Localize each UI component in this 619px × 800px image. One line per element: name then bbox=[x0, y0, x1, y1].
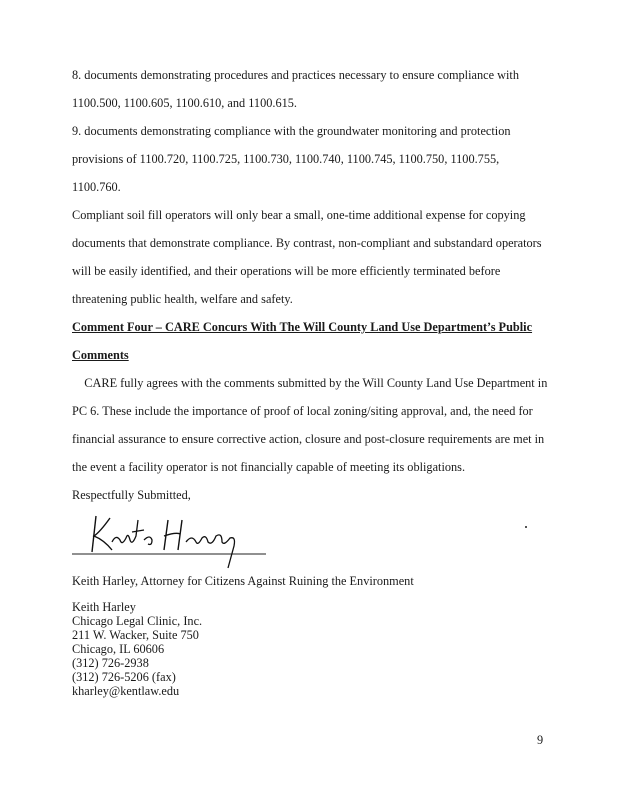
handwritten-signature bbox=[72, 506, 272, 572]
body-line-8: will be easily identified, and their operations will be more efficiently terminated before bbox=[72, 264, 501, 278]
comment-paragraph-line-1: CARE fully agrees with the comments submitted by the Will County Land Use Department in bbox=[72, 376, 548, 390]
signer-line: Keith Harley, Attorney for Citizens Against Ruining the Environment bbox=[72, 574, 414, 588]
body-line-6: Compliant soil fill operators will only bear a small, one-time additional expense for copying bbox=[72, 208, 526, 222]
body-line-1: 8. documents demonstrating procedures and practices necessary to ensure compliance with bbox=[72, 68, 519, 82]
address-phone: (312) 726-2938 bbox=[72, 656, 149, 670]
address-street: 211 W. Wacker, Suite 750 bbox=[72, 628, 199, 642]
body-line-4: provisions of 1100.720, 1100.725, 1100.730, 1100.740, 1100.745, 1100.750, 1100.755, bbox=[72, 152, 500, 166]
comment-paragraph-line-3: financial assurance to ensure corrective action, closure and post-closure requirements are met in bbox=[72, 432, 545, 446]
scan-speck bbox=[525, 526, 527, 528]
comment-heading-line-1: Comment Four – CARE Concurs With The Will County Land Use Department’s Public bbox=[72, 320, 533, 334]
comment-heading-line-2: Comments bbox=[72, 348, 129, 362]
body-line-7: documents that demonstrate compliance. By contrast, non-compliant and substandard operators bbox=[72, 236, 542, 250]
address-org: Chicago Legal Clinic, Inc. bbox=[72, 614, 203, 628]
address-city: Chicago, IL 60606 bbox=[72, 642, 165, 656]
body-line-9: threatening public health, welfare and safety. bbox=[72, 292, 293, 306]
body-line-3: 9. documents demonstrating compliance with the groundwater monitoring and protection bbox=[72, 124, 511, 138]
address-name: Keith Harley bbox=[72, 600, 136, 614]
salutation: Respectfully Submitted, bbox=[72, 488, 191, 502]
comment-paragraph-line-4: the event a facility operator is not financially capable of meeting its obligations. bbox=[72, 460, 466, 474]
address-fax: (312) 726-5206 (fax) bbox=[72, 670, 176, 684]
address-email: kharley@kentlaw.edu bbox=[72, 684, 180, 698]
body-line-2: 1100.500, 1100.605, 1100.610, and 1100.615. bbox=[72, 96, 297, 110]
body-line-5: 1100.760. bbox=[72, 180, 121, 194]
comment-paragraph-line-2: PC 6. These include the importance of proof of local zoning/siting approval, and, the need for bbox=[72, 404, 533, 418]
page-number: 9 bbox=[537, 733, 544, 747]
